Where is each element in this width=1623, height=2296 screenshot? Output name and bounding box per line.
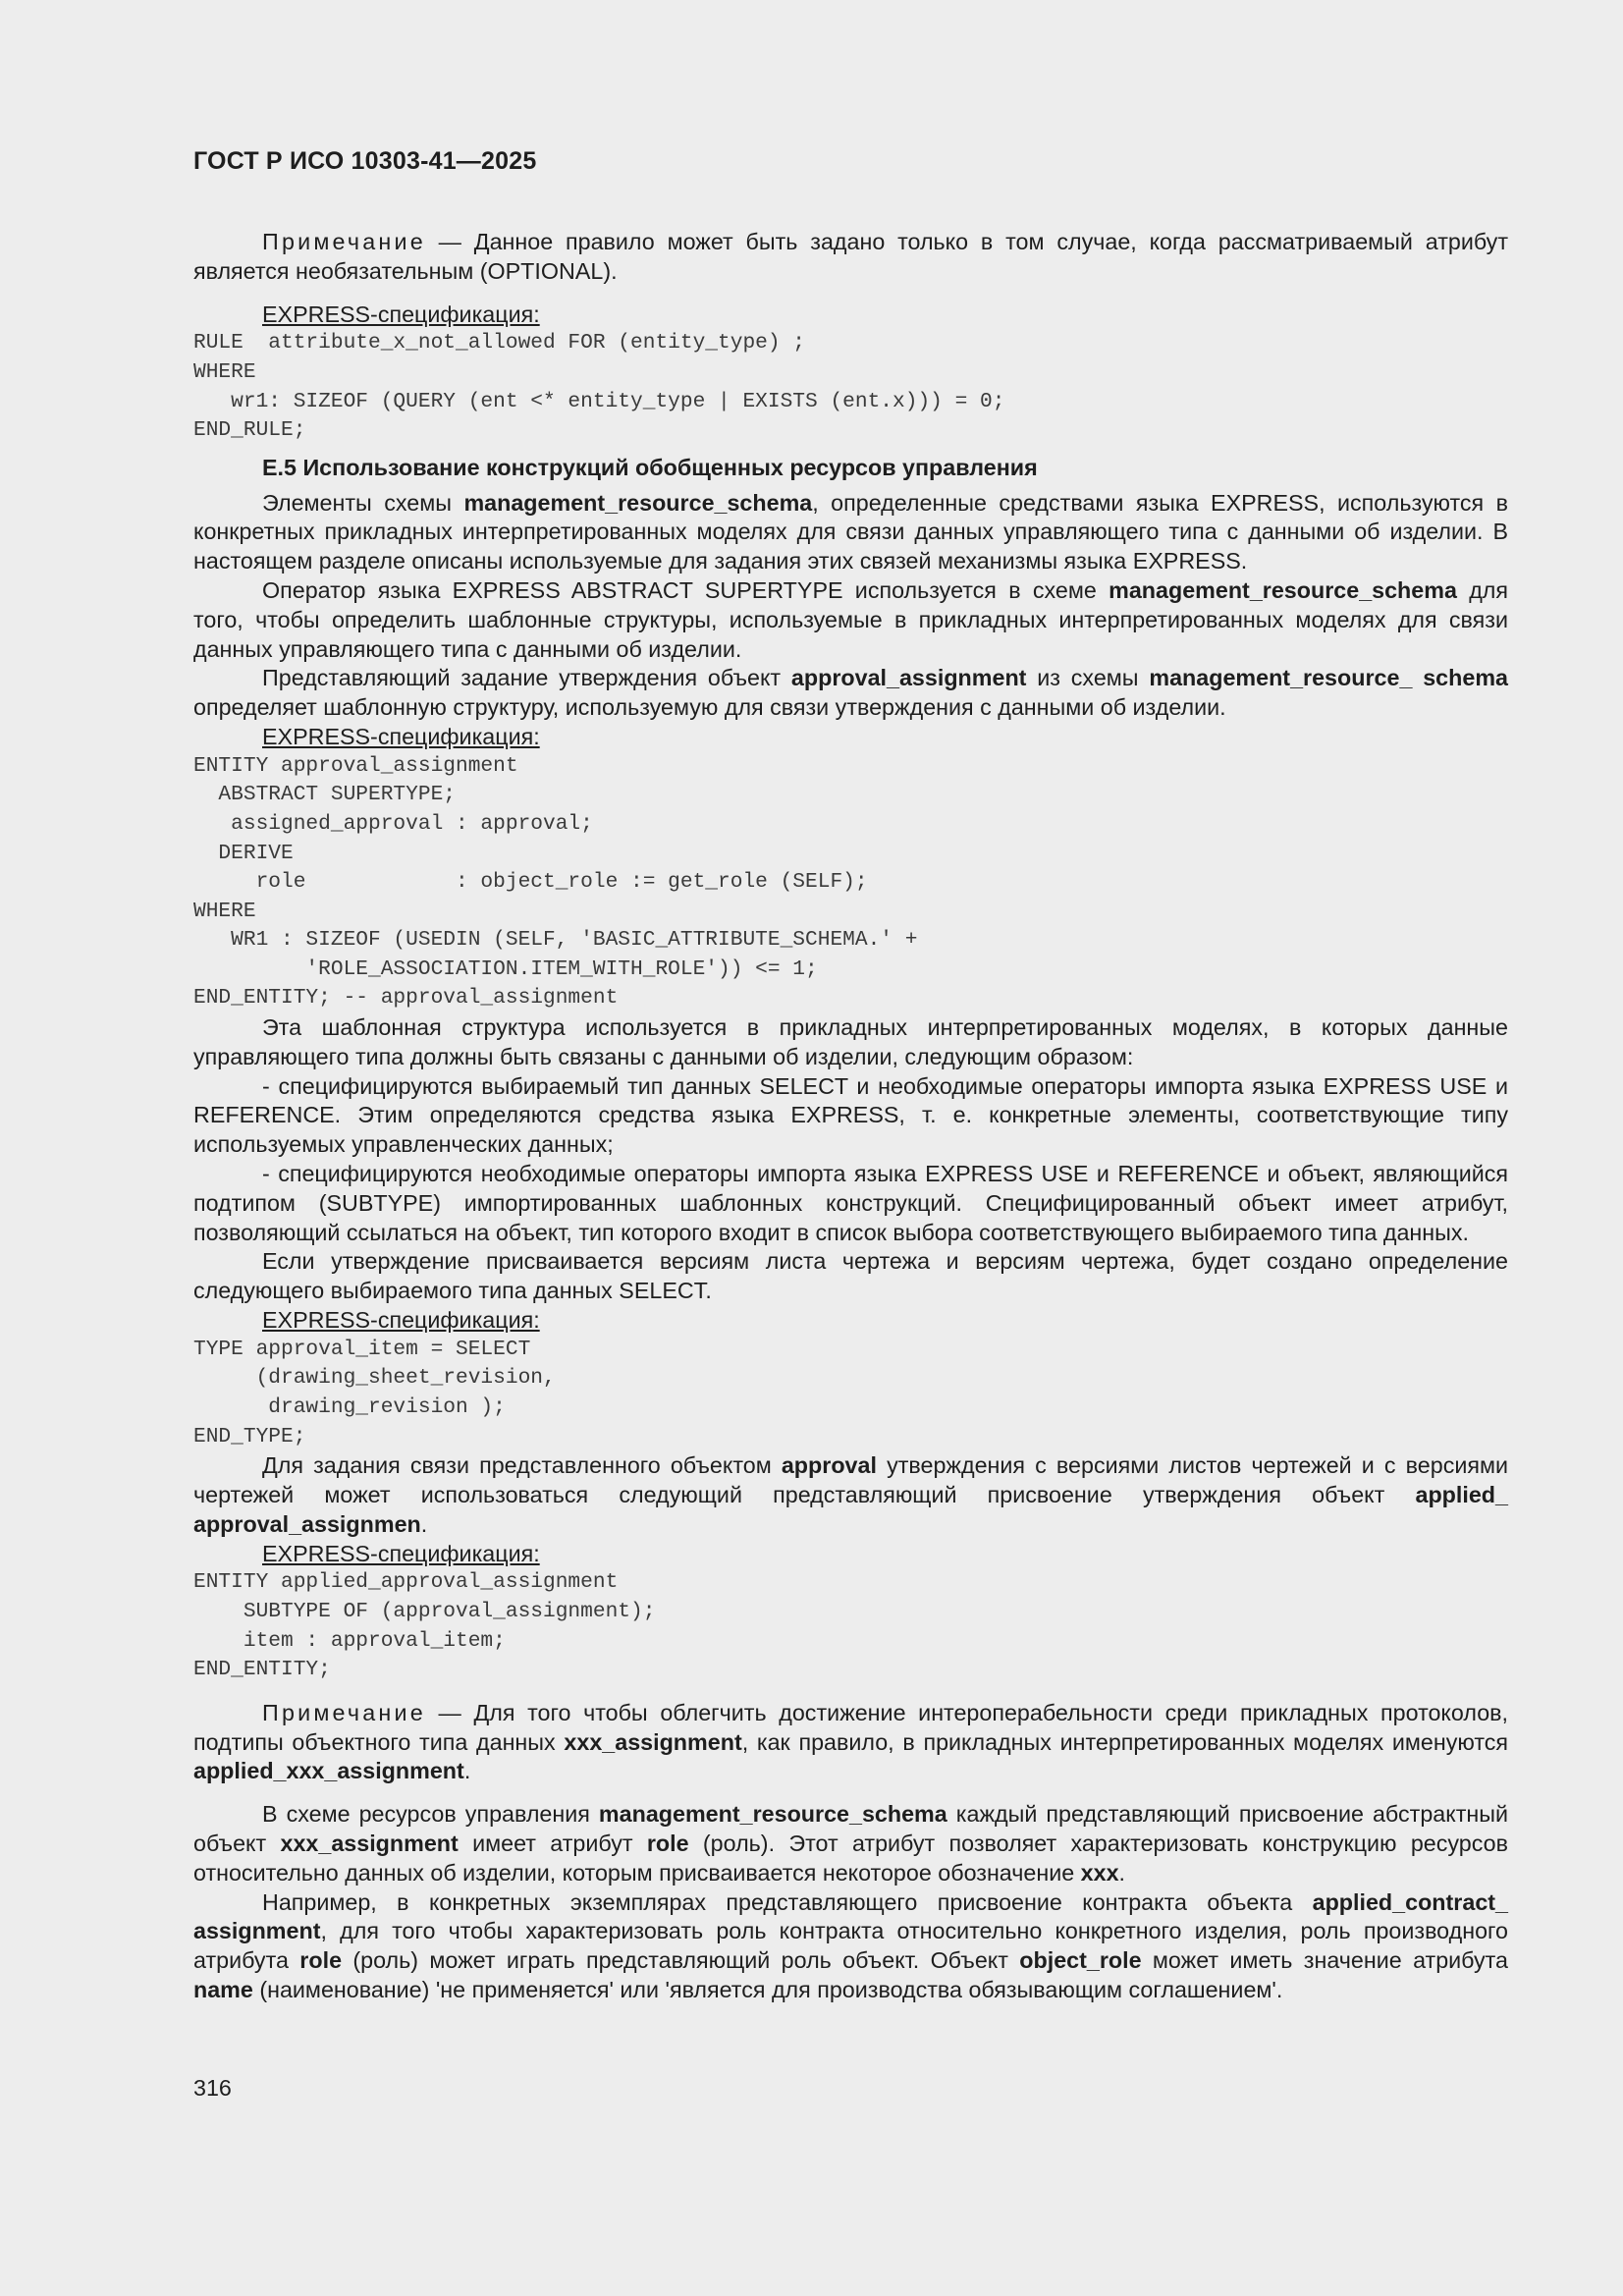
list-item-select-type: - специфицируются выбираемый тип данных SELECT и необходимые операторы импорта языка EXPRESS USE и REFERENCE. Этим определяются средства языка EXPRESS, т. е. конкретные элементы, соответствующие типу используемых управленческих данных; — [193, 1072, 1508, 1158]
paragraph-applied-approval: Для задания связи представленного объектом approval утверждения с версиями листов чертежей и с версиями чертежей может использоваться следующий представляющий присвоение утверждения объект applied_ approval_assignmen. — [193, 1452, 1509, 1537]
code-type-approval-item: TYPE approval_item = SELECT (drawing_sheet_revision, drawing_revision ); END_TYPE; — [193, 1337, 556, 1449]
note-label: Примечание — [262, 229, 426, 254]
paragraph-template-usage: Эта шаблонная структура используется в прикладных интерпретированных моделях, в которых данные управляющего типа должны быть связаны с данными об изделии, следующим образом: — [193, 1014, 1508, 1069]
note-label: Примечание — [262, 1699, 426, 1725]
paragraph-approval-assignment: Представляющий задание утверждения объект approval_assignment из схемы management_resource_ schema определяет шаблонную структуру, используемую для связи утверждения с данными об изделии. — [193, 665, 1508, 721]
document-header: ГОСТ Р ИСО 10303-41—2025 — [193, 147, 537, 175]
paragraph-select-definition: Если утверждение присваивается версиям листа чертежа и версиям чертежа, будет создано определение следующего выбираемого типа данных SELECT. — [193, 1248, 1508, 1304]
paragraph-contract-example: Например, в конкретных экземплярах представляющего присвоение контракта объекта applied_contract_ assignment, для того чтобы характеризовать роль контракта относительно конкретного изделия, роль производного атрибута role (роль) может играть представляющий роль объект. Объект object_role может иметь значение атрибута name (наименование) 'не применяется' или 'является для производства обязывающим соглашением'. — [193, 1888, 1509, 2002]
note-optional-rule — [193, 228, 1508, 287]
express-spec-label: EXPRESS-спецификация: — [262, 1307, 540, 1334]
note-text: — Данное правило может быть задано только в том случае, когда рассматриваемый атрибут является необязательным (OPTIONAL). — [193, 229, 1508, 284]
paragraph-management-schema: Элементы схемы management_resource_schema, определенные средствами языка EXPRESS, используются в конкретных прикладных интерпретированных моделях для связи данных управляющего типа с данными об изделии. В настоящем разделе описаны используемые для задания этих связей механизмы языка EXPRESS. — [193, 489, 1508, 574]
note-interoperability: Примечание — Для того чтобы облегчить достижение интероперабельности среди прикладных протоколов, подтипы объектного типа данных xxx_assignment, как правило, в прикладных интерпретированных моделях именуются applied_xxx_assignment. — [193, 1699, 1508, 1784]
express-spec-label: EXPRESS-спецификация: — [262, 301, 540, 327]
express-spec-label: EXPRESS-спецификация: — [262, 723, 540, 749]
code-entity-approval-assignment: ENTITY approval_assignment ABSTRACT SUPERTYPE; assigned_approval : approval; DERIVE role : object_role := get_role (SELF); WHERE WR1 : SIZEOF (USEDIN (SELF, 'BASIC_ATTRIBUTE_SCHEMA.' + 'ROLE_ASSOCIATION.ITEM_WITH_ROLE')) <= 1; END_ENTITY; -- approval_assignment — [193, 753, 918, 1011]
list-item-subtype: - специфицируются необходимые операторы импорта языка EXPRESS USE и REFERENCE и объект, являющийся подтипом (SUBTYPE) импортированных шаблонных конструкций. Специфицированный объект имеет атрибут, позволяющий ссылаться на объект, тип которого входит в список выбора соответствующего выбираемого типа данных. — [193, 1161, 1508, 1245]
paragraph-abstract-supertype: Оператор языка EXPRESS ABSTRACT SUPERTYPE используется в схеме management_resource_schema для того, чтобы определить шаблонные структуры, используемые в прикладных интерпретированных моделях для связи данных управляющего типа с данными об изделии. — [193, 576, 1509, 662]
page-number: 316 — [193, 2075, 232, 2101]
code-entity-applied-approval-assignment: ENTITY applied_approval_assignment SUBTYPE OF (approval_assignment); item : approval_item; END_ENTITY; — [193, 1570, 656, 1682]
paragraph-role-attribute: В схеме ресурсов управления management_resource_schema каждый представляющий присвоение абстрактный объект xxx_assignment имеет атрибут role (роль). Этот атрибут позволяет характеризовать конструкцию ресурсов относительно данных об изделии, которым присваивается некоторое обозначение xxx. — [193, 1801, 1509, 1886]
express-spec-label: EXPRESS-спецификация: — [262, 1540, 540, 1566]
page-content — [193, 228, 1508, 2005]
code-rule-attribute-x: RULE attribute_x_not_allowed FOR (entity_type) ; WHERE wr1: SIZEOF (QUERY (ent <* entity_type | EXISTS (ent.x))) = 0; END_RULE; — [193, 331, 1005, 443]
section-heading-e5: Е.5 Использование конструкций обобщенных ресурсов управления — [262, 454, 1038, 480]
